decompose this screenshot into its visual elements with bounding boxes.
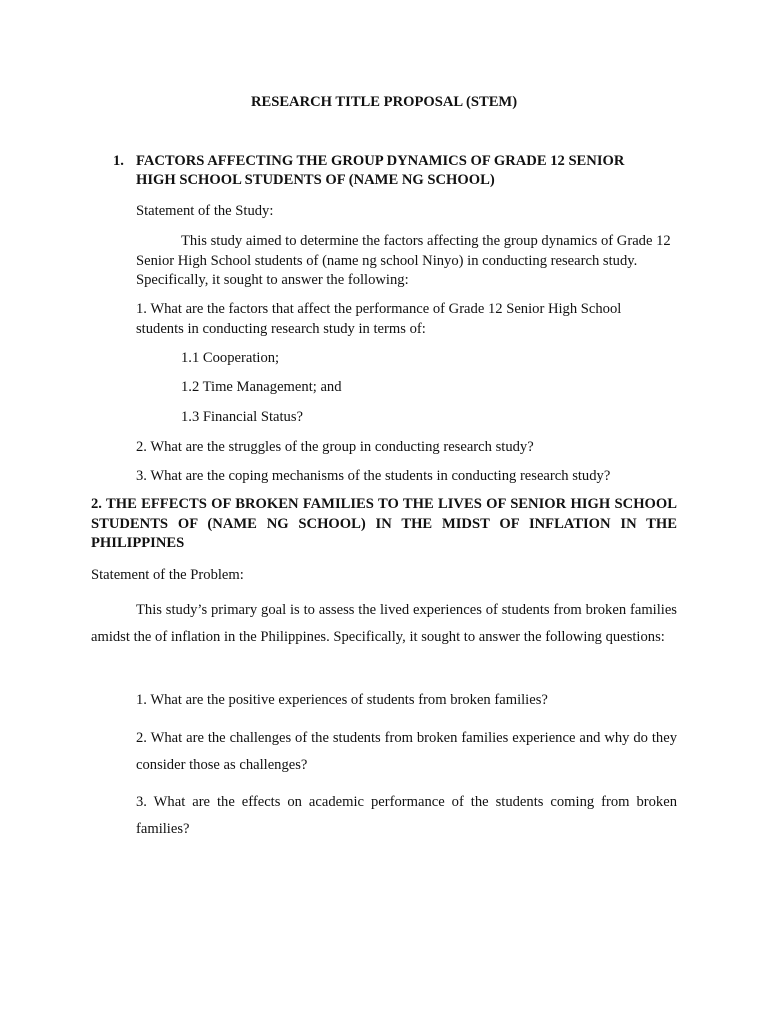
section-1-subitem-3: 1.3 Financial Status? bbox=[181, 409, 304, 425]
section-2-intro-paragraph: This study’s primary goal is to assess the lived experiences of students from broken families amidst the of inflation in the Philippines. Specifically, it sought to answer the following questions: bbox=[91, 602, 677, 645]
document-title: RESEARCH TITLE PROPOSAL (STEM) bbox=[250, 94, 518, 110]
section-1-question-1: 1. What are the factors that affect the performance of Grade 12 Senior High School students in conducting research study in terms of: bbox=[136, 301, 622, 337]
section-1-subitem-2: 1.2 Time Management; and bbox=[181, 379, 342, 395]
section-1-statement-label: Statement of the Study: bbox=[136, 203, 274, 219]
section-1-subitem-1: 1.1 Cooperation; bbox=[181, 350, 280, 366]
section-1-question-3: 3. What are the coping mechanisms of the students in conducting research study? bbox=[136, 468, 611, 484]
section-2-statement-label: Statement of the Problem: bbox=[91, 567, 244, 583]
section-1-number: 1. bbox=[113, 153, 124, 169]
section-1-question-2: 2. What are the struggles of the group in conducting research study? bbox=[136, 439, 534, 455]
section-2-question-1: 1. What are the positive experiences of students from broken families? bbox=[136, 692, 548, 708]
section-2-question-2: 2. What are the challenges of the students from broken families experience and why do they consider those as challenges? bbox=[136, 730, 677, 773]
section-2-heading: 2. THE EFFECTS OF BROKEN FAMILIES TO THE LIVES OF SENIOR HIGH SCHOOL STUDENTS OF (NAME NG SCHOOL) IN THE MIDST OF INFLATION IN THE PHILIPPINES bbox=[91, 496, 677, 551]
section-1-intro-paragraph: This study aimed to determine the factors affecting the group dynamics of Grade 12 Senior High School students of (name ng school Ninyo) in conducting research study. Specifically, it sought to answer the following: bbox=[136, 233, 671, 288]
section-1-heading: FACTORS AFFECTING THE GROUP DYNAMICS OF GRADE 12 SENIOR HIGH SCHOOL STUDENTS OF (NAME NG SCHOOL) bbox=[136, 153, 625, 188]
section-2-question-3: 3. What are the effects on academic performance of the students coming from broken families? bbox=[136, 794, 677, 837]
